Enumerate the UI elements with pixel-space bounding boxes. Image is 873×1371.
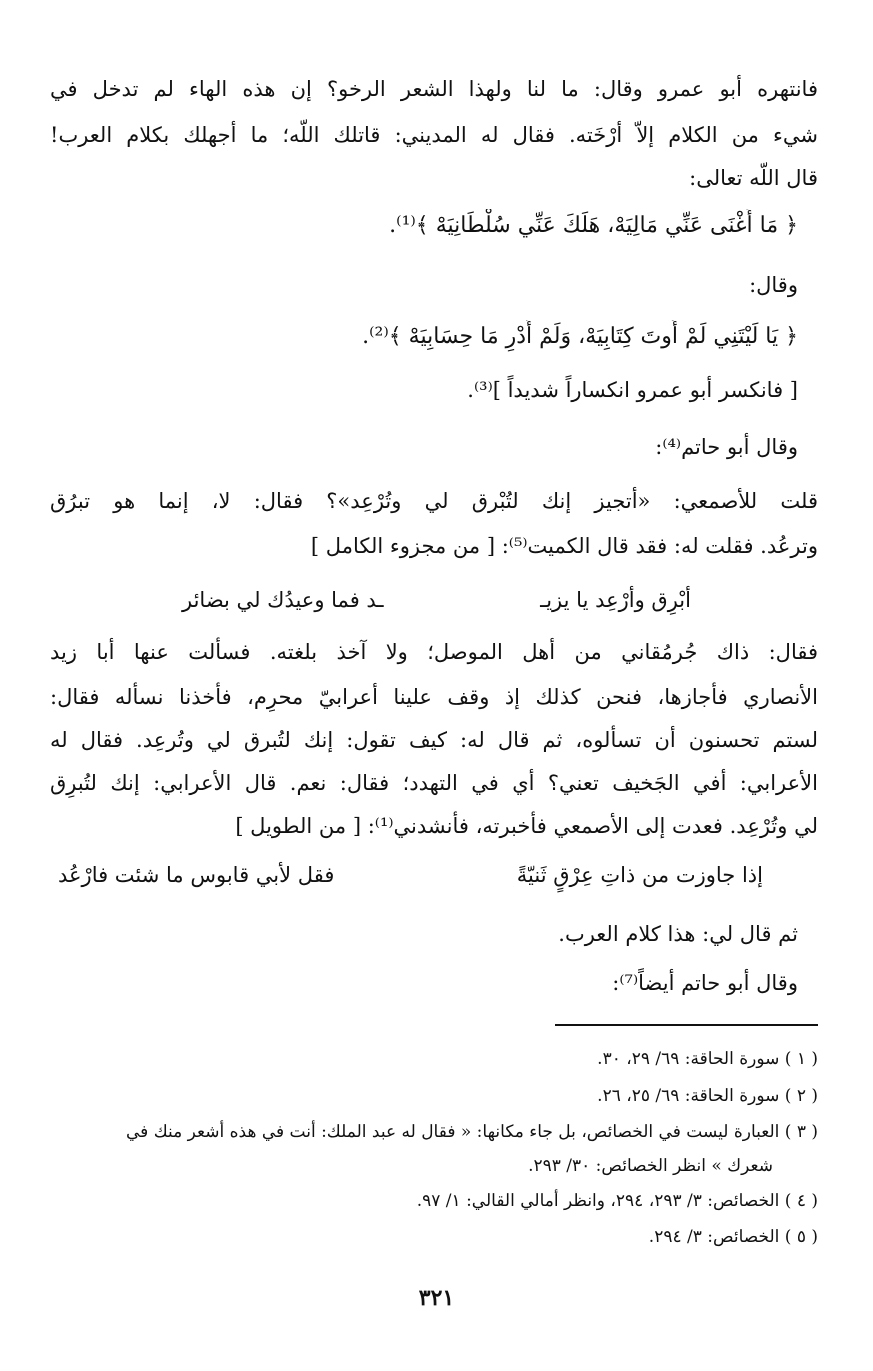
footnote-continuation: شعرك » انظر الخصائص: ٣٠/ ٢٩٣. bbox=[528, 1156, 773, 1176]
footnote: ( ٤ ) الخصائص: ٣/ ٢٩٣، ٢٩٤، وانظر أمالي القالي: ١/ ٩٧. bbox=[416, 1191, 818, 1211]
footnote: ( ٥ ) الخصائص: ٣/ ٢٩٤. bbox=[648, 1227, 818, 1247]
body-line: وقال أبو حاتم⁽⁴⁾: bbox=[655, 435, 798, 459]
bracketed-note: [ فانكسر أبو عمرو انكساراً شديداً ]⁽³⁾. bbox=[467, 378, 798, 402]
verse-first-hemistich: إذا جاوزت من ذاتِ عِرْقٍ ثَنيّةً bbox=[516, 863, 763, 887]
body-line: ثم قال لي: هذا كلام العرب. bbox=[558, 922, 798, 946]
verse-second-hemistich: فقل لأبي قابوس ما شئت فارْعُد bbox=[58, 863, 335, 887]
body-line: وقال أبو حاتم أيضاً⁽⁷⁾: bbox=[612, 971, 798, 995]
quran-verse: ﴿ يَا لَيْتَنِي لَمْ أُوتَ كِتَابِيَهْ، وَلَمْ أَدْرِ مَا حِسَابِيَهْ ﴾⁽²⁾. bbox=[362, 324, 798, 349]
verse-second-hemistich: ـد فما وعيدُك لي بضائر bbox=[182, 588, 384, 612]
body-line: فقال: ذاك جُرمُقاني من أهل الموصل؛ ولا آخذ بلغته. فسألت عنها أبا زيد bbox=[50, 640, 818, 664]
body-line: شيء من الكلام إلاّ أرْخَته. فقال له المديني: قاتلك اللّه؛ ما أجهلك بكلام العرب! bbox=[50, 123, 818, 147]
footnote: ( ٢ ) سورة الحاقة: ٦٩/ ٢٥، ٢٦. bbox=[597, 1086, 818, 1106]
body-line: لستم تحسنون أن تسألوه، ثم قال له: كيف تقول: إنك لتُبرق لي وتُرعِد. فقال له bbox=[50, 728, 818, 752]
body-line: قلت للأصمعي: «أتجيز إنك لتُبْرق لي وتُرْعِد»؟ فقال: لا، إنما هو تبرُق bbox=[50, 489, 818, 513]
body-line: لي وتُرْعِد. فعدت إلى الأصمعي فأخبرته، فأنشدني⁽¹⁾: [ من الطويل ] bbox=[235, 814, 818, 838]
page-number: ٣٢١ bbox=[418, 1285, 455, 1311]
body-line: وقال: bbox=[749, 273, 798, 297]
body-line: فانتهره أبو عمرو وقال: ما لنا ولهذا الشعر الرخو؟ إن هذه الهاء لم تدخل في bbox=[50, 77, 818, 101]
body-line: وترعُد. فقلت له: فقد قال الكميت⁽⁵⁾: [ من مجزوء الكامل ] bbox=[310, 534, 818, 558]
body-line: الأنصاري فأجازها، فنحن كذلك إذ وقف علينا أعرابيّ محرِم، فأخذنا نسأله فقال: bbox=[50, 685, 818, 709]
footnote: ( ٣ ) العبارة ليست في الخصائص، بل جاء مكانها: « فقال له عبد الملك: أنت في هذه أشعر منك في bbox=[126, 1122, 818, 1142]
body-line: قال اللّه تعالى: bbox=[689, 166, 818, 190]
footnote-separator bbox=[555, 1024, 818, 1026]
footnote: ( ١ ) سورة الحاقة: ٦٩/ ٢٩، ٣٠. bbox=[597, 1049, 818, 1069]
quran-verse: ﴿ مَا أَغْنَى عَنِّي مَالِيَهْ، هَلَكَ عَنِّي سُلْطَانِيَهْ ﴾⁽¹⁾. bbox=[389, 213, 798, 238]
verse-first-hemistich: أبْرِق وأرْعِد يا يزيـ bbox=[540, 588, 691, 612]
body-line: الأعرابي: أفي الجَخيف تعني؟ أي في التهدد؛ فقال: نعم. قال الأعرابي: إنك لتُبرِق bbox=[50, 771, 818, 795]
